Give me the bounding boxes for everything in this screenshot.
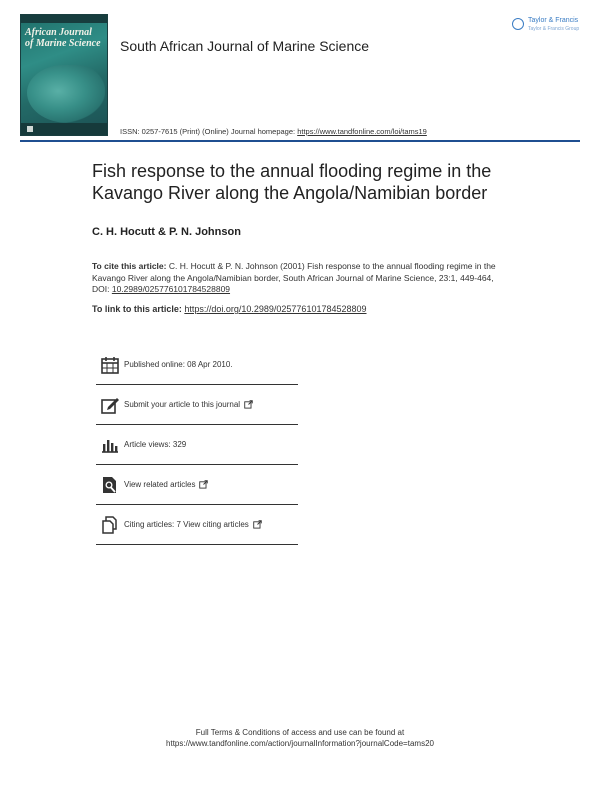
external-link-icon	[244, 400, 253, 409]
citation-text: C. H. Hocutt & P. N. Johnson (2001) Fish response to the annual flooding regime in the Kavango River along the Angola/Namibian border, South African Journal of Marine Science, 23:1, 449-464, DOI:	[92, 261, 496, 294]
publisher-logo[interactable]	[512, 16, 584, 36]
publisher-seal-icon	[27, 126, 33, 132]
journal-title[interactable]: South African Journal of Marine Science	[120, 38, 370, 54]
link-label: To link to this article:	[92, 304, 185, 314]
cover-bottom-bar	[21, 123, 107, 135]
cover-top-bar	[21, 15, 107, 23]
published-online-item	[96, 345, 298, 385]
cover-title: African Journal of Marine Science	[25, 27, 101, 49]
submit-article-item[interactable]	[96, 385, 298, 425]
terms-link[interactable]: https://www.tandfonline.com/action/journalInformation?journalCode=tams20	[166, 739, 434, 748]
edit-icon	[100, 395, 120, 415]
article-info-list	[96, 345, 298, 545]
published-online-label: Published online: 08 Apr 2010.	[124, 360, 233, 369]
article-link-line	[92, 304, 367, 314]
publisher-logo-icon	[512, 18, 524, 30]
citation-block	[92, 261, 512, 296]
issn-line: ISSN: 0257-7615 (Print) (Online) Journal homepage: https://www.tandfonline.com/loi/tams19	[120, 127, 427, 136]
copy-documents-icon	[100, 515, 120, 535]
citation-label: To cite this article:	[92, 261, 167, 271]
external-link-icon	[199, 480, 208, 489]
article-doi-link[interactable]: https://doi.org/10.2989/025776101784528809	[184, 304, 367, 314]
journal-homepage-link[interactable]: https://www.tandfonline.com/loi/tams19	[297, 127, 427, 136]
citing-articles-item[interactable]	[96, 505, 298, 545]
header-divider	[20, 140, 580, 142]
article-views-label: Article views: 329	[124, 440, 187, 449]
citing-articles-label[interactable]: Citing articles: 7 View citing articles	[124, 520, 249, 529]
citation-doi-link[interactable]: 10.2989/025776101784528809	[111, 284, 231, 294]
publisher-name: Taylor & Francis	[528, 17, 579, 24]
article-authors: C. H. Hocutt & P. N. Johnson	[92, 226, 241, 238]
search-document-icon	[100, 475, 120, 495]
related-articles-label[interactable]: View related articles	[124, 480, 196, 489]
calendar-icon	[100, 355, 120, 375]
submit-article-label[interactable]: Submit your article to this journal	[124, 400, 241, 409]
article-title: Fish response to the annual flooding regime in the Kavango River along the Angola/Namibian border	[92, 161, 492, 203]
terms-text: Full Terms & Conditions of access and use can be found at	[195, 728, 405, 737]
external-link-icon	[253, 520, 262, 529]
terms-footer	[0, 727, 600, 749]
article-views-item	[96, 425, 298, 465]
related-articles-item[interactable]	[96, 465, 298, 505]
publisher-group: Taylor & Francis Group	[528, 26, 580, 32]
journal-cover[interactable]	[20, 14, 108, 136]
cover-image	[27, 65, 105, 123]
bar-chart-icon	[100, 435, 120, 455]
